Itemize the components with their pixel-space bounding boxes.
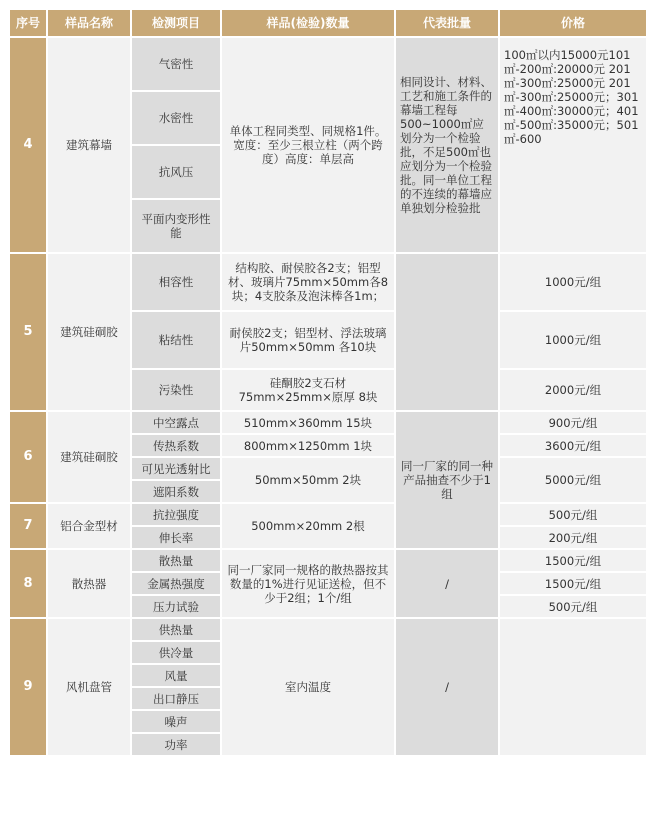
test-item: 压力试验 <box>131 595 221 618</box>
table-row <box>9 411 647 434</box>
row-number: 9 <box>9 618 47 756</box>
sample-quantity: 510mm×360mm 15块 <box>221 411 395 434</box>
test-item: 传热系数 <box>131 434 221 457</box>
test-item: 供热量 <box>131 618 221 641</box>
header-quantity: 样品(检验)数量 <box>221 9 395 37</box>
price-value: 100㎡以内15000元101㎡-200㎡:20000元 201㎡-300㎡:25000元 201㎡-300㎡:25000元；301㎡-400㎡:30000元；401㎡-500㎡:35000元；501㎡-600 <box>499 37 647 253</box>
test-item: 抗风压 <box>131 145 221 199</box>
test-item: 风量 <box>131 664 221 687</box>
batch-description: / <box>395 549 499 618</box>
sample-quantity: 室内温度 <box>221 618 395 756</box>
test-item: 平面内变形性能 <box>131 199 221 253</box>
test-item: 出口静压 <box>131 687 221 710</box>
row-number: 4 <box>9 37 47 253</box>
test-item: 相容性 <box>131 253 221 311</box>
test-item: 水密性 <box>131 91 221 145</box>
row-number: 7 <box>9 503 47 549</box>
sample-quantity: 耐侯胶2支；铝型材、浮法玻璃片50mm×50mm 各10块 <box>221 311 395 369</box>
sample-name: 散热器 <box>47 549 131 618</box>
price-table <box>8 8 648 757</box>
header-row <box>9 9 647 37</box>
price-value: 3600元/组 <box>499 434 647 457</box>
table-row <box>9 503 647 526</box>
price-table-container <box>8 8 646 757</box>
test-item: 污染性 <box>131 369 221 411</box>
test-item: 遮阳系数 <box>131 480 221 503</box>
price-value: 1500元/组 <box>499 549 647 572</box>
table-row <box>9 549 647 572</box>
price-value: 1500元/组 <box>499 572 647 595</box>
row-number: 5 <box>9 253 47 411</box>
sample-name: 建筑幕墙 <box>47 37 131 253</box>
sample-name: 风机盘管 <box>47 618 131 756</box>
sample-quantity: 50mm×50mm 2块 <box>221 457 395 503</box>
test-item: 中空露点 <box>131 411 221 434</box>
test-item: 功率 <box>131 733 221 756</box>
test-item: 散热量 <box>131 549 221 572</box>
price-value: 500元/组 <box>499 503 647 526</box>
price-value: 5000元/组 <box>499 457 647 503</box>
sample-name: 建筑硅硐胶 <box>47 411 131 503</box>
test-item: 可见光透射比 <box>131 457 221 480</box>
header-batch: 代表批量 <box>395 9 499 37</box>
header-test-item: 检测项目 <box>131 9 221 37</box>
price-value: 500元/组 <box>499 595 647 618</box>
test-item: 金属热强度 <box>131 572 221 595</box>
test-item: 粘结性 <box>131 311 221 369</box>
sample-name: 建筑硅硐胶 <box>47 253 131 411</box>
test-item: 抗拉强度 <box>131 503 221 526</box>
table-row <box>9 253 647 311</box>
price-value <box>499 618 647 756</box>
sample-quantity: 硅酮胶2支石材75mm×25mm×原厚 8块 <box>221 369 395 411</box>
row-number: 8 <box>9 549 47 618</box>
test-item: 气密性 <box>131 37 221 91</box>
sample-quantity: 500mm×20mm 2根 <box>221 503 395 549</box>
sample-quantity: 单体工程同类型、同规格1件。宽度：至少三根立柱（两个跨度）高度：单层高 <box>221 37 395 253</box>
header-price: 价格 <box>499 9 647 37</box>
header-no: 序号 <box>9 9 47 37</box>
batch-description <box>395 253 499 411</box>
price-value: 900元/组 <box>499 411 647 434</box>
sample-quantity: 同一厂家同一规格的散热器按其数量的1%进行见证送检，但不少于2组；1个/组 <box>221 549 395 618</box>
sample-quantity: 结构胶、耐侯胶各2支；铝型材、玻璃片75mm×50mm各8块；4支胶条及泡沫棒各1m； <box>221 253 395 311</box>
price-value: 200元/组 <box>499 526 647 549</box>
batch-description: / <box>395 618 499 756</box>
sample-name: 铝合金型材 <box>47 503 131 549</box>
test-item: 伸长率 <box>131 526 221 549</box>
price-value: 2000元/组 <box>499 369 647 411</box>
table-row <box>9 618 647 641</box>
batch-description: 同一厂家的同一种产品抽查不少于1组 <box>395 411 499 549</box>
price-value: 1000元/组 <box>499 311 647 369</box>
test-item: 噪声 <box>131 710 221 733</box>
table-row <box>9 37 647 91</box>
row-number: 6 <box>9 411 47 503</box>
sample-quantity: 800mm×1250mm 1块 <box>221 434 395 457</box>
batch-description: 相同设计、材料、工艺和施工条件的幕墙工程每500~1000㎡应划分为一个检验批，不足500㎡也应划分为一个检验批。同一单位工程的不连续的幕墙应单独划分检验批 <box>395 37 499 253</box>
test-item: 供冷量 <box>131 641 221 664</box>
price-value: 1000元/组 <box>499 253 647 311</box>
header-sample-name: 样品名称 <box>47 9 131 37</box>
